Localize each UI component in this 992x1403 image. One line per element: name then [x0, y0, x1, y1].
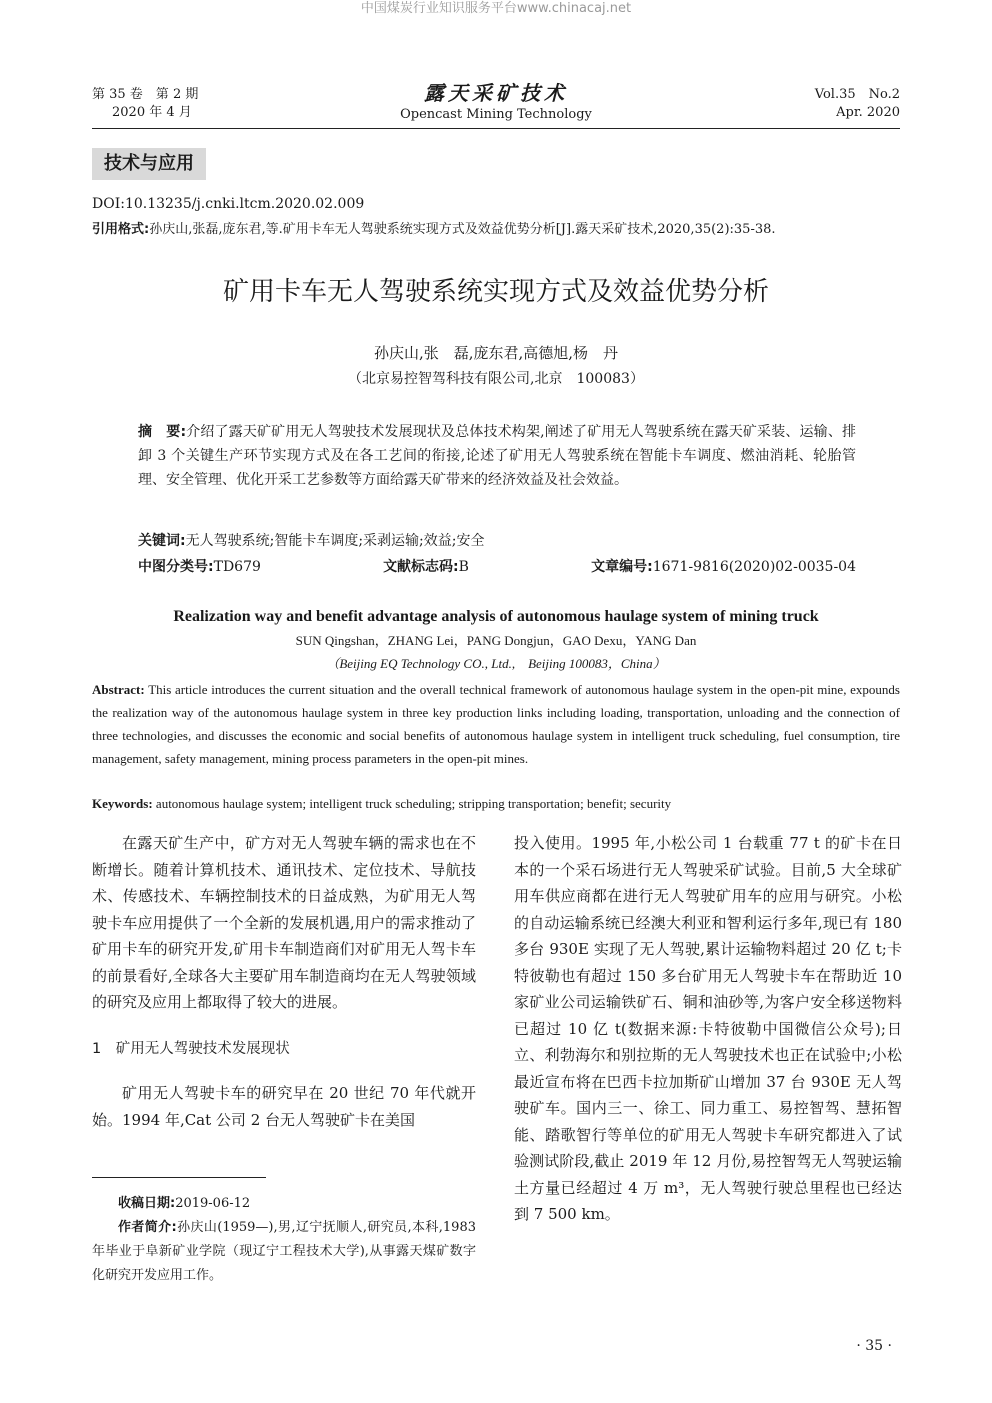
article-number-label: 文章编号:	[591, 559, 653, 575]
received-value: 2019-06-12	[175, 1196, 251, 1211]
authors-en: SUN Qingshan，ZHANG Lei，PANG Dongjun，GAO Dexu，YANG Dan	[295, 633, 697, 648]
watermark: 中国煤炭行业知识服务平台www.chinacaj.net	[360, 1, 632, 16]
journal-name-cn: 露天采矿技术	[424, 81, 568, 105]
classification-row	[138, 556, 856, 578]
abstract-cn-text: 介绍了露天矿矿用无人驾驶技术发展现状及总体技术构架,阐述了矿用无人驾驶系统在露天矿采装、运输、排卸 3 个关键生产环节实现方式及在各工艺间的衔接,论述了矿用无人驾驶系统在智能卡车调度、燃油消耗、轮胎管理、安全管理、优化开采工艺参数等方面给露天矿带来的经济效益及社会效益。	[138, 424, 856, 488]
page-number: · 35 ·	[856, 1338, 892, 1354]
body-paragraph: 在露天矿生产中，矿方对无人驾驶车辆的需求也在不断增长。随着计算机技术、通讯技术、定位技术、导航技术、传感技术、车辆控制技术的日益成熟，为矿用无人驾驶卡车应用提供了一个全新的发展机遇,用户的需求推动了矿用卡车的研究开发,矿用卡车制造商们对矿用无人驾卡车的前景看好,全球各大主要矿用车制造商均在无人驾驶领域的研究及应用上都取得了较大的进展。	[92, 834, 476, 1011]
article-number-value: 1671-9816(2020)02-0035-04	[652, 559, 856, 575]
body-paragraph: 投入使用。1995 年,小松公司 1 台载重 77 t 的矿卡在日本的一个采石场进行无人驾驶采矿试验。目前,5 大全球矿用车供应商都在进行无人驾驶矿用车的应用与研究。小松的自动运输系统已经澳大利亚和智利运行多年,现已有 180 多台 930E 实现了无人驾驶,累计运输物料超过 20 亿 t;卡特彼勒也有超过 150 多台矿用无人驾驶卡车在帮助近 10 家矿业公司运输铁矿石、铜和油砂等,为客户安全移送物料已超过 10 亿 t(数据来源:卡特彼勒中国微信公众号);日立、利勃海尔和别拉斯的无人驾驶技术也正在试验中;小松最近宣布将在巴西卡拉加斯矿山增加 37 台 930E 无人驾驶矿车。国内三一、徐工、同力重工、易控智驾、慧拓智能、踏歌智行等单位的矿用无人驾驶卡车研究都进入了试验测试阶段,截止 2019 年 12 月份,易控智驾无人驾驶运输土方量已经超过 4 万 m³，无人驾驶行驶总里程也已经达到 7 500 km。	[514, 834, 902, 1223]
section-heading: 1 矿用无人驾驶技术发展现状	[92, 1040, 290, 1057]
footnote-divider	[92, 1177, 266, 1178]
abstract-cn	[138, 420, 856, 492]
body-column-right	[514, 830, 902, 1228]
doc-code-label: 文献标志码:	[383, 559, 459, 575]
clc-number	[138, 556, 261, 578]
authors-cn: 孙庆山,张 磊,庞东君,高德旭,杨 丹	[373, 344, 619, 362]
keywords-en	[92, 794, 900, 814]
keywords-cn-text: 无人驾驶系统;智能卡车调度;采剥运输;效益;安全	[185, 533, 485, 549]
header-volume-cn	[92, 86, 198, 122]
doi: DOI:10.13235/j.cnki.ltcm.2020.02.009	[92, 196, 365, 212]
affiliation-cn: （北京易控智驾科技有限公司,北京 100083）	[348, 371, 644, 387]
title-cn: 矿用卡车无人驾驶系统实现方式及效益优势分析	[222, 277, 769, 307]
abstract-cn-label: 摘 要:	[138, 424, 187, 440]
citation-label: 引用格式:	[92, 222, 150, 237]
abstract-en	[92, 678, 900, 770]
title-en: Realization way and benefit advantage analysis of autonomous haulage system of mining truck	[173, 608, 819, 625]
section-tag: 技术与应用	[92, 148, 206, 180]
volume-issue-cn: 第 35 卷 第 2 期	[92, 87, 199, 102]
date-cn: 2020 年 4 月	[112, 105, 192, 120]
keywords-en-label: Keywords:	[92, 796, 153, 811]
article-number	[591, 556, 856, 578]
body-paragraph: 矿用无人驾驶卡车的研究早在 20 世纪 70 年代就开始。1994 年,Cat 公司 2 台无人驾驶矿卡在美国	[92, 1084, 476, 1129]
clc-value: TD679	[213, 559, 261, 575]
journal-masthead	[360, 80, 632, 124]
citation	[92, 220, 900, 240]
header-divider	[92, 128, 900, 129]
footnotes	[92, 1192, 476, 1288]
keywords-cn	[138, 530, 856, 552]
author-bio	[92, 1216, 476, 1288]
received-label: 收稿日期:	[118, 1196, 176, 1211]
citation-text: 孙庆山,张磊,庞东君,等.矿用卡车无人驾驶系统实现方式及效益优势分析[J].露天采矿技术,2020,35(2):35-38.	[149, 222, 776, 237]
abstract-en-text: This article introduces the current situation and the overall technical framework of autonomous haulage system in the open-pit mine, expounds the realization way of the autonomous haulage system in three key production links including loading, transportation, unloading and the connection of three technologies, and discusses the economic and social benefits of autonomous haulage system in intelligent truck scheduling, fuel consumption, tire management, safety management, mining process parameters in the open-pit mines.	[92, 682, 900, 766]
keywords-cn-label: 关键词:	[138, 533, 186, 549]
received-date	[92, 1192, 476, 1216]
clc-label: 中图分类号:	[138, 559, 214, 575]
author-bio-label: 作者简介:	[118, 1220, 177, 1235]
header-volume-en	[815, 86, 900, 122]
journal-name-en: Opencast Mining Technology	[400, 107, 592, 122]
body-column-left	[92, 830, 476, 1133]
volume-issue-en: Vol.35 No.2	[814, 87, 900, 102]
date-en: Apr. 2020	[836, 105, 900, 120]
keywords-en-text: autonomous haulage system; intelligent truck scheduling; stripping transportation; benefit; security	[152, 796, 672, 811]
affiliation-en: （Beijing EQ Technology CO., Ltd., Beijing 100083，China）	[326, 656, 666, 671]
author-bio-text: 孙庆山(1959—),男,辽宁抚顺人,研究员,本科,1983 年毕业于阜新矿业学院（现辽宁工程技术大学),从事露天煤矿数字化研究开发应用工作。	[92, 1220, 476, 1283]
doc-code-value: B	[458, 559, 469, 575]
abstract-en-label: Abstract:	[92, 682, 145, 697]
document-code	[383, 556, 469, 578]
